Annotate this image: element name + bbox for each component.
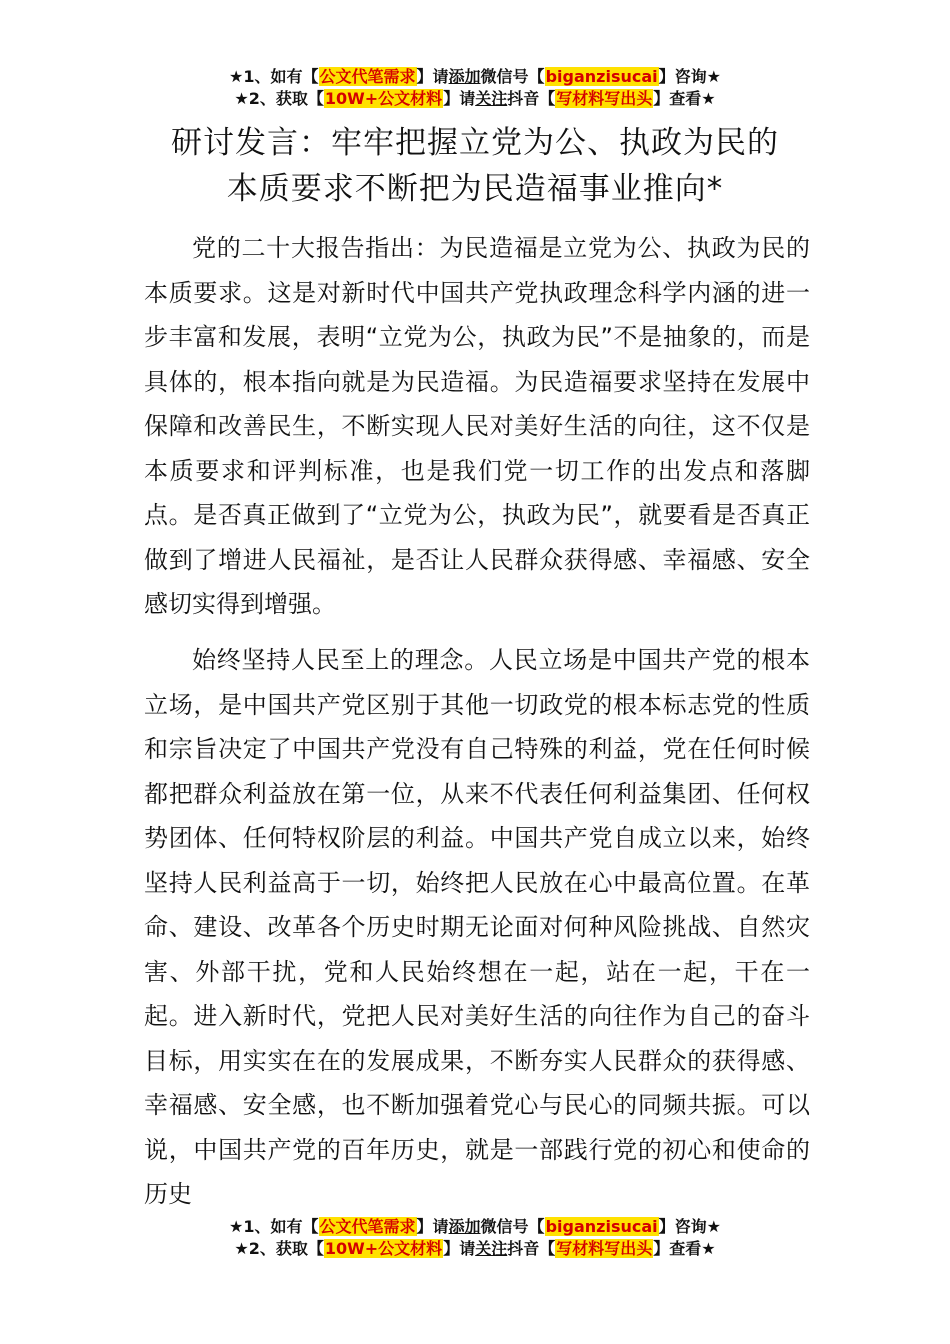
banner-underlined-text: 关注	[475, 1239, 508, 1258]
banner-underlined-text: 添加	[448, 67, 481, 86]
banner-text: ★1、如有【	[229, 67, 319, 86]
body-paragraph-1	[144, 226, 810, 627]
banner-text: 抖音【	[507, 1239, 556, 1258]
header-banner	[0, 66, 950, 110]
banner-text: 】请	[416, 1217, 449, 1236]
banner-text: 微信号【	[480, 67, 545, 86]
banner-text: 】请	[443, 89, 476, 108]
banner-text: 】查看★	[653, 1239, 716, 1258]
banner-highlight-wechat-id: biganzisucai	[545, 1217, 658, 1236]
banner-highlight: 公文代笔需求	[319, 67, 416, 86]
banner-line-1	[0, 66, 950, 88]
banner-highlight: 10W+公文材料	[324, 89, 443, 108]
title-line-1: 研讨发言：牢牢把握立党为公、执政为民的	[171, 125, 779, 161]
banner-text: ★2、获取【	[234, 89, 324, 108]
banner-text: ★1、如有【	[229, 1217, 319, 1236]
document-title	[0, 120, 950, 212]
banner-highlight: 10W+公文材料	[324, 1239, 443, 1258]
banner-highlight-douyin: 写材料写出头	[556, 1239, 653, 1258]
paragraph-text: 始终坚持人民至上的理念。人民立场是中国共产党的根本立场，是中国共产党区别于其他一切政党的根本标志党的性质和宗旨决定了中国共产党没有自己特殊的利益，党在任何时候都把群众利益放在第一位，从来不代表任何利益集团、任何权势团体、任何特权阶层的利益。中国共产党自成立以来，始终坚持人民利益高于一切，始终把人民放在心中最高位置。在革命、建设、改革各个历史时期无论面对何种风险挑战、自然灾害、外部干扰，党和人民始终想在一起，站在一起，干在一起。进入新时代，党把人民对美好生活的向往作为自己的奋斗目标，用实实在在的发展成果，不断夯实人民群众的获得感、幸福感、安全感，也不断加强着党心与民心的同频共振。可以说，中国共产党的百年历史，就是一部践行党的初心和使命的历史	[144, 646, 810, 1208]
banner-text: 】请	[443, 1239, 476, 1258]
banner-underlined-text: 添加	[448, 1217, 481, 1236]
banner-line-2	[0, 88, 950, 110]
paragraph-text: 党的二十大报告指出：为民造福是立党为公、执政为民的本质要求。这是对新时代中国共产党执政理念科学内涵的进一步丰富和发展，表明“立党为公，执政为民”不是抽象的，而是具体的，根本指向就是为民造福。为民造福要求坚持在发展中保障和改善民生，不断实现人民对美好生活的向往，这不仅是本质要求和评判标准，也是我们党一切工作的出发点和落脚点。是否真正做到了“立党为公，执政为民”，就要看是否真正做到了增进人民福祉，是否让人民群众获得感、幸福感、安全感切实得到增强。	[144, 234, 810, 618]
banner-underlined-text: 关注	[475, 89, 508, 108]
banner-highlight: 公文代笔需求	[319, 1217, 416, 1236]
banner-text: 】咨询★	[658, 1217, 721, 1236]
banner-highlight-wechat-id: biganzisucai	[545, 67, 658, 86]
banner-line-2	[0, 1238, 950, 1260]
banner-text: 】请	[416, 67, 449, 86]
title-line-2: 本质要求不断把为民造福事业推向*	[226, 171, 724, 207]
footer-banner	[0, 1216, 950, 1260]
banner-line-1	[0, 1216, 950, 1238]
banner-text: 】咨询★	[658, 67, 721, 86]
banner-text: 微信号【	[480, 1217, 545, 1236]
banner-text: 】查看★	[653, 89, 716, 108]
body-paragraph-2	[144, 638, 810, 1217]
banner-text: ★2、获取【	[234, 1239, 324, 1258]
banner-text: 抖音【	[507, 89, 556, 108]
banner-highlight-douyin: 写材料写出头	[556, 89, 653, 108]
